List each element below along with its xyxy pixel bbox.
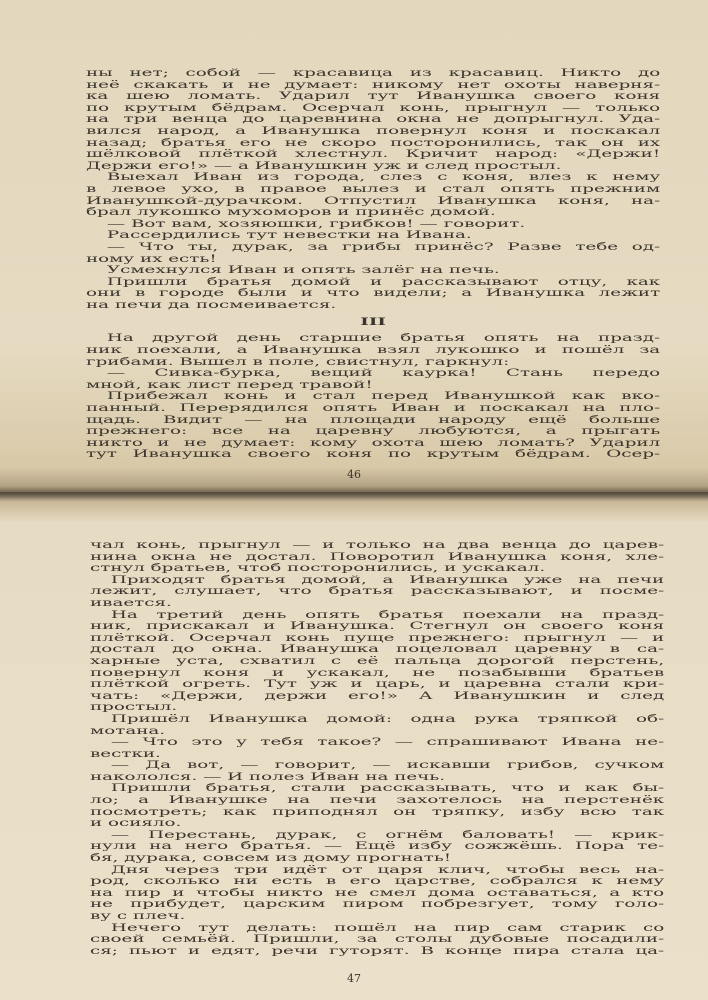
text-line: на пир и чтобы никто не смел дома оставаться, а кто (90, 887, 665, 899)
text-line: Иванушкой-дурачком. Отпустил Иванушка коня, на- (86, 195, 661, 207)
text-line: ся; пьют и едят, речи гуторят. В конце пира стала ца- (90, 945, 665, 957)
text-line: своей семьёй. Пришли, за столы дубовые посадили- (90, 934, 665, 946)
text-line: простыл. (90, 702, 178, 714)
text-line: Прибежал конь и стал перед Иванушкой как вко- (106, 391, 661, 403)
text-line: достал до окна. Иванушка поцеловал царевну в са- (90, 644, 665, 656)
text-line: ву с плеч. (90, 911, 186, 922)
text-line: вестки. (90, 748, 161, 760)
text-line: неё скакать и не думает: никому нет охоты наверня- (86, 79, 661, 91)
text-line: ло; а Иванушке на печи захотелось на перстенёк (90, 795, 665, 807)
text-line: нули на него братья. — Ещё избу сожжёшь. Пора те- (90, 841, 665, 853)
text-line: панный. Перерядился опять Иван и поскакал на пло- (86, 403, 661, 415)
text-line: грибами. Вышел в поле, свистнул, гаркнул: (86, 356, 510, 368)
text-line: накололся. — И полез Иван на печь. (90, 771, 446, 783)
text-line: назад; братья его не скоро посторонились, так он их (86, 137, 661, 149)
text-line: щадь. Видит — на площади народу ещё больше (86, 414, 661, 426)
page-text (86, 68, 660, 461)
page-number: 46 (347, 468, 361, 481)
text-line: никто и не думает: кому охота шею ломать? Ударил (86, 437, 661, 449)
text-line: харные уста, схватил с её пальца дорогой перстень, (90, 655, 665, 667)
text-line: ивается. (90, 597, 172, 609)
text-line: бя, дурака, совсем из дому прогнать! (90, 853, 452, 865)
text-line: Рассердились тут невестки на Ивана. (106, 230, 472, 242)
text-line: на три венца до царевнина окна не допрыгнул. Удa- (86, 114, 661, 126)
text-line: и осияло. (90, 818, 182, 830)
text-line: ному их есть! (86, 253, 217, 265)
text-line: Усмехнулся Иван и опять залёг на печь. (106, 265, 500, 277)
text-line: — Что это у тебя такое? — спрашивают Ивана не- (110, 737, 665, 749)
text-line: прежнего: все на царевну любуются, а прыгать (86, 426, 661, 438)
text-line: ны нет; собой — красавица из красавиц. Никто до (86, 68, 661, 79)
text-line: Пришли братья, стали рассказывать, что и как бы- (110, 783, 665, 795)
text-line: в левое ухо, в правое вылез и стал опять прежним (86, 183, 661, 195)
text-line: брал лукошко мухоморов и принёс домой. (86, 207, 496, 219)
text-line: лежит, слушает, что братья рассказывают, и посме- (90, 586, 665, 598)
text-line: — Да вот, — говорит, — искавши грибов, сучком (110, 760, 665, 772)
text-line: мной, как лист перед травой! (86, 379, 373, 391)
text-line: род, сколько ни есть в его царстве, собрался к нему (90, 876, 665, 888)
text-line: плёткой. Осерчал конь пуще прежнего: прыгнул — и (90, 632, 665, 644)
text-line: тут Иванушка своего коня по крутым бёдрам. Осер- (86, 449, 661, 461)
text-line: На другой день старшие братья опять на празд- (106, 333, 661, 345)
page-number: 47 (347, 972, 361, 985)
text-line: ник, прискакал и Иванушка. Стегнул он своего коня (90, 621, 665, 633)
text-line: мотана. (90, 725, 166, 737)
text-line: ка шею ломать. Ударил тут Иванушка своего коня (86, 91, 661, 103)
page-text (90, 540, 664, 957)
text-line: стнул братьев, чтоб посторонились, и ускакал. (90, 563, 546, 575)
text-line: — Что ты, дурак, за грибы принёс? Разве тебе од- (106, 241, 661, 253)
text-line: — Сивка-бурка, вещий каурка! Стань передо (106, 368, 661, 380)
text-line: шёлковой плёткой хлестнул. Кричит народ: «Держи! (86, 149, 661, 161)
text-line: чать: «Держи, держи его!» А Иванушкин и след (90, 690, 665, 702)
text-line: Дня через три идёт от царя клич, чтобы весь на- (110, 864, 665, 876)
text-line: ник поехали, а Иванушка взял лукошко и пошёл за (86, 345, 661, 357)
text-line: Приходят братья домой, а Иванушка уже на печи (110, 574, 665, 586)
text-line: не прибудет, царским пиром побрезгует, тому голо- (90, 899, 665, 911)
text-line: они в городе были и что видели; а Иванушка лежит (86, 288, 661, 300)
text-line: нина окна не достал. Поворотил Иванушка коня, хле- (90, 551, 665, 563)
text-line: Держи его!» — а Иванушкин уж и след простыл. (86, 160, 562, 172)
text-line: плёткой огреть. Тут уж и царь, и царевна стали кри- (90, 679, 665, 691)
text-line: по крутым бёдрам. Осерчал конь, прыгнул — только (86, 102, 661, 114)
text-line: чал конь, прыгнул — и только на два венца до царев- (90, 540, 665, 551)
text-line: посмотреть; как приподнял он тряпку, избу всю так (90, 806, 665, 818)
text-line: вился народ, а Иванушка повернул коня и поскакал (86, 125, 661, 137)
page-46 (0, 0, 708, 492)
text-line: Нечего тут делать: пошёл на пир сам старик со (110, 922, 665, 934)
text-line: — Перестань, дурак, с огнём баловать! — крик- (110, 829, 665, 841)
chapter-heading: III (360, 316, 386, 329)
book-gutter (0, 486, 708, 500)
text-line: повернул коня и ускакал, не позабывши братьев (90, 667, 665, 679)
text-line: Пришли братья домой и рассказывают отцу, как (106, 276, 661, 288)
text-line: — Вот вам, хозяюшки, грибков! — говорит. (106, 218, 526, 230)
page-47 (0, 492, 708, 1000)
text-line: Пришёл Иванушка домой: одна рука тряпкой об- (110, 713, 665, 725)
text-line: на печи да посмеивается. (86, 299, 337, 311)
text-line: Выехал Иван из города, слез с коня, влез к нему (106, 172, 661, 184)
text-line: На третий день опять братья поехали на празд- (110, 609, 665, 621)
